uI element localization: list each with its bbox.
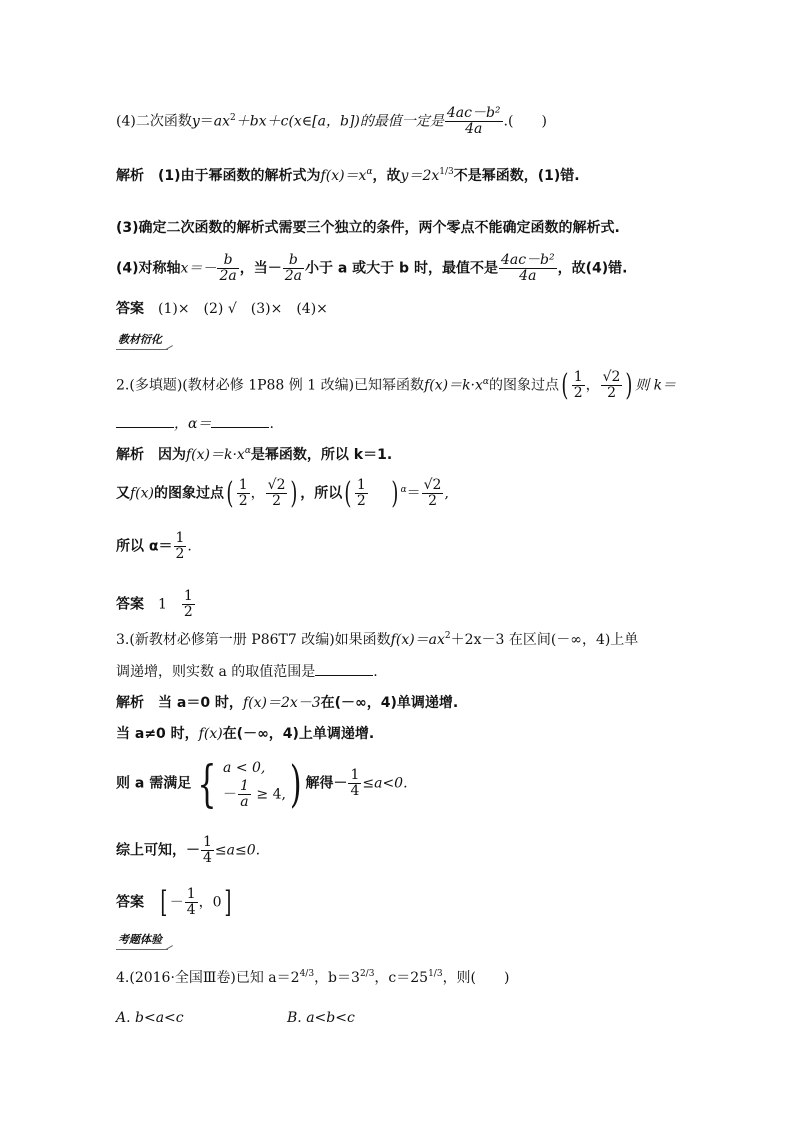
sol-formula: y＝2x (400, 168, 440, 184)
left-paren: ( (344, 475, 352, 511)
section-tag-textbook: 教材衍化 (116, 331, 168, 350)
q-term: ax (213, 113, 231, 130)
frac-den: 2 (607, 385, 616, 401)
answer-text: (1)× (2) √ (3)× (4)× (158, 301, 328, 317)
q-sup: 2 (230, 112, 236, 123)
solution-3-line-1 (116, 693, 458, 713)
frac-num: 1 (203, 834, 212, 850)
question-3-line-1 (116, 630, 638, 652)
minus: － (169, 894, 184, 911)
solution-3-line-2 (116, 724, 374, 744)
sol-formula: f(x) (198, 726, 223, 742)
left-brace: { (197, 754, 217, 813)
condition-2 (223, 779, 286, 810)
frac-num: 1 (356, 477, 366, 493)
frac-den: 4a (465, 121, 483, 137)
left-bracket: [ (160, 884, 168, 920)
sol-text: ，故 (372, 168, 401, 184)
frac-den: 4 (350, 783, 360, 799)
solution-line-1 (116, 166, 580, 188)
answer-value: 1 (158, 596, 167, 613)
frac-den: 2a (284, 268, 302, 284)
frac-num: √2 (423, 477, 442, 493)
answer-label: 答案 (116, 596, 144, 613)
answer-line-1 (116, 299, 328, 319)
sol-text: 因为 (158, 447, 186, 463)
frac-num: 1 (238, 477, 248, 493)
point-x (572, 370, 585, 401)
frac-den: 2 (356, 493, 366, 509)
q-eq: ＝ (199, 113, 214, 130)
sol-text: 又 (116, 485, 130, 502)
sol-text: (1)由于幂函数的解析式为 (158, 168, 321, 184)
frac-num: 1 (186, 886, 196, 902)
solution-3-line-4 (116, 835, 260, 866)
q-text: . (373, 664, 378, 680)
q-text: ，c＝25 (374, 970, 429, 986)
sol-text: 不是幂函数，(1)错. (453, 168, 580, 184)
q-text: ，b＝3 (314, 970, 360, 986)
condition-rhs: ≥ 4, (256, 786, 286, 803)
option-A[interactable] (116, 1008, 184, 1028)
frac-den: 2 (183, 604, 193, 620)
sol-text: . (187, 538, 192, 555)
condition-fraction (238, 779, 251, 810)
sol-text: 综上可知，－ (116, 842, 200, 859)
sol-text: 解得－ (305, 775, 348, 792)
solution-line-3: (3)确定二次函数的解析式需要三个独立的条件，两个零点不能确定函数的解析式. (116, 220, 620, 236)
frac-num: 1 (573, 369, 583, 385)
right-bracket: ] (223, 884, 231, 920)
sol-formula: f(x) (130, 485, 155, 502)
answer-blank[interactable] (116, 413, 174, 428)
sol-formula: f(x)＝x (320, 168, 367, 184)
solution-label: 解析 (116, 447, 144, 463)
sol-exp: α (366, 167, 373, 177)
q-text: 2.(多填题)(教材必修 1P88 例 1 改编)已知幂函数 (116, 377, 425, 394)
frac-num: 1 (350, 767, 360, 783)
result-fraction (174, 531, 187, 562)
q-formula: f(x)＝ax (390, 632, 445, 648)
frac-den: 2 (238, 493, 248, 509)
q-exp: 1/3 (428, 969, 443, 979)
sol-exp: 1/3 (439, 167, 454, 177)
sol-text: 当 a＝0 时， (158, 695, 243, 711)
q-text: (4)二次函数 (116, 113, 192, 130)
frac-num: 1 (183, 588, 193, 604)
condition-1: a < 0, (223, 760, 266, 776)
right-paren: ) (625, 367, 633, 403)
right-paren: ) (290, 475, 298, 511)
solution-line-4 (116, 253, 627, 284)
q-exp: 4/3 (299, 969, 315, 979)
answer-blank[interactable] (211, 413, 269, 428)
q-mid: ＋bx＋c(x∈[a，b])的最值一定是 (235, 113, 444, 130)
frac-den: 4 (186, 902, 196, 918)
question-2-line-1: 2.(多填题)(教材必修 1P88 例 1 改编)已知幂函数$f(x)=k\cdot x^\alpha$的图象过点( $\frac{1}{2}$ ， $\frac{√2}{2}$ ) 则 k＝ (116, 367, 677, 403)
q-fraction (445, 106, 503, 137)
solution-2-line-3 (116, 531, 192, 562)
frac-num: b (283, 253, 304, 269)
solution-3-line-3 (116, 754, 408, 813)
sol-text: 则 a 需满足 (116, 775, 192, 792)
question-2-line-2 (116, 413, 274, 434)
q-text: ，α＝ (174, 416, 212, 432)
sol-formula: f(x)＝2x－3 (242, 695, 321, 711)
sol-text: 是幂函数，所以 k＝1. (250, 447, 393, 463)
q-text: ，则( ) (442, 970, 510, 986)
frac-den: 2 (428, 493, 438, 509)
point-x (237, 478, 250, 509)
q-var: y (191, 113, 200, 130)
condition-system (223, 757, 286, 810)
frac-num: √2 (267, 477, 286, 493)
answer-blank[interactable] (315, 661, 373, 676)
sol-text: , (444, 485, 449, 502)
q-sup: 2 (444, 631, 451, 641)
result-fraction (422, 478, 444, 509)
question-3-line-2 (116, 661, 378, 682)
minus: － (223, 786, 238, 803)
frac-den: 2 (272, 493, 282, 509)
solution-2-line-2: 又f(x)的图象过点( $\frac{1}{2}$ ， $\frac{√2}{2}$ ) ，所以( $\frac{1}{2}$ ) $^\alpha$＝ $\frac{√2}{2}$ , (116, 475, 449, 511)
answer-fraction (182, 589, 195, 620)
sol-text: ，故(4)错. (557, 260, 628, 277)
answer-text: ，0 (198, 894, 222, 911)
frac-num: 1 (240, 778, 249, 794)
frac-den: 2 (573, 385, 583, 401)
sol-eq: ＝ (406, 485, 421, 502)
answer-label: 答案 (116, 894, 144, 911)
frac-den: a (240, 794, 249, 810)
frac-den: 4 (203, 850, 212, 866)
sol-text: (4)对称轴 (116, 260, 181, 277)
q-text: 则 k＝ (635, 377, 677, 394)
sol-exp: α (400, 484, 407, 495)
bound-fraction (201, 835, 214, 866)
sol-formula: f(x)＝k·x (186, 447, 245, 463)
sol-exp: α (244, 446, 251, 456)
option-B[interactable] (287, 1008, 355, 1028)
option-B-text: B. a<b<c (287, 1010, 355, 1026)
option-A-text: A. b<a<c (116, 1010, 184, 1026)
frac-den: 2 (175, 546, 185, 562)
q-text: 3.(新教材必修第一册 P86T7 改编)如果函数 (116, 632, 391, 648)
sol-text: ，所以 (300, 485, 343, 502)
sol-fraction (217, 253, 238, 284)
question-4-line (116, 106, 547, 137)
bound-fraction (348, 768, 361, 799)
solution-2-line-1 (116, 445, 392, 467)
sol-text: 在(－∞，4)单调递增. (320, 695, 459, 711)
sol-fraction (283, 253, 304, 284)
answer-line-2 (116, 589, 196, 620)
q-text: 调递增，则实数 a 的取值范围是 (116, 664, 316, 680)
sol-text: 当 a≠0 时， (116, 726, 199, 742)
sol-text: ≤a<0. (362, 775, 408, 792)
sol-text: 所以 α＝ (116, 538, 173, 555)
sol-text: 在(－∞，4)上单调递增. (222, 726, 375, 742)
sol-text: 小于 a 或大于 b 时，最值不是 (304, 260, 498, 277)
frac-den: 2a (219, 268, 237, 284)
sol-text: ≤a≤0. (214, 842, 261, 859)
right-bracket: ) (289, 754, 302, 813)
section-tag-exam: 考题体验 (116, 931, 168, 950)
point-y (266, 478, 288, 509)
q-text: 的图象过点 (488, 377, 559, 394)
q-exp: 2/3 (359, 969, 375, 979)
q-text: 4.(2016·全国Ⅲ卷)已知 a＝2 (116, 970, 300, 986)
frac-num: 1 (175, 530, 185, 546)
answer-label: 答案 (116, 301, 144, 317)
frac-num: √2 (602, 369, 621, 385)
sol-fraction (499, 253, 557, 284)
solution-label: 解析 (116, 695, 144, 711)
frac-num: 4ac－b² (446, 105, 501, 121)
base-fraction (355, 478, 368, 509)
sol-text: 的图象过点 (154, 485, 225, 502)
question-4-line (116, 968, 510, 990)
point-y (601, 370, 623, 401)
right-paren: ) (391, 475, 399, 511)
sol-formula: x＝－ (180, 260, 217, 277)
frac-den: 4a (519, 268, 537, 284)
left-paren: ( (226, 475, 234, 511)
q-exp: α (482, 376, 489, 387)
q-formula: f(x)＝k·x (424, 377, 483, 394)
q-suffix: .( ) (503, 113, 547, 130)
left-paren: ( (561, 367, 569, 403)
frac-num: b (217, 253, 238, 269)
answer-line-3 (116, 884, 233, 920)
solution-label: 解析 (116, 168, 144, 184)
frac-num: 4ac－b² (500, 252, 555, 268)
q-text: ＋2x－3 在区间(－∞，4)上单 (450, 632, 639, 648)
q-text: . (269, 416, 274, 432)
answer-fraction (185, 887, 198, 918)
sol-text: ，当－ (239, 260, 282, 277)
